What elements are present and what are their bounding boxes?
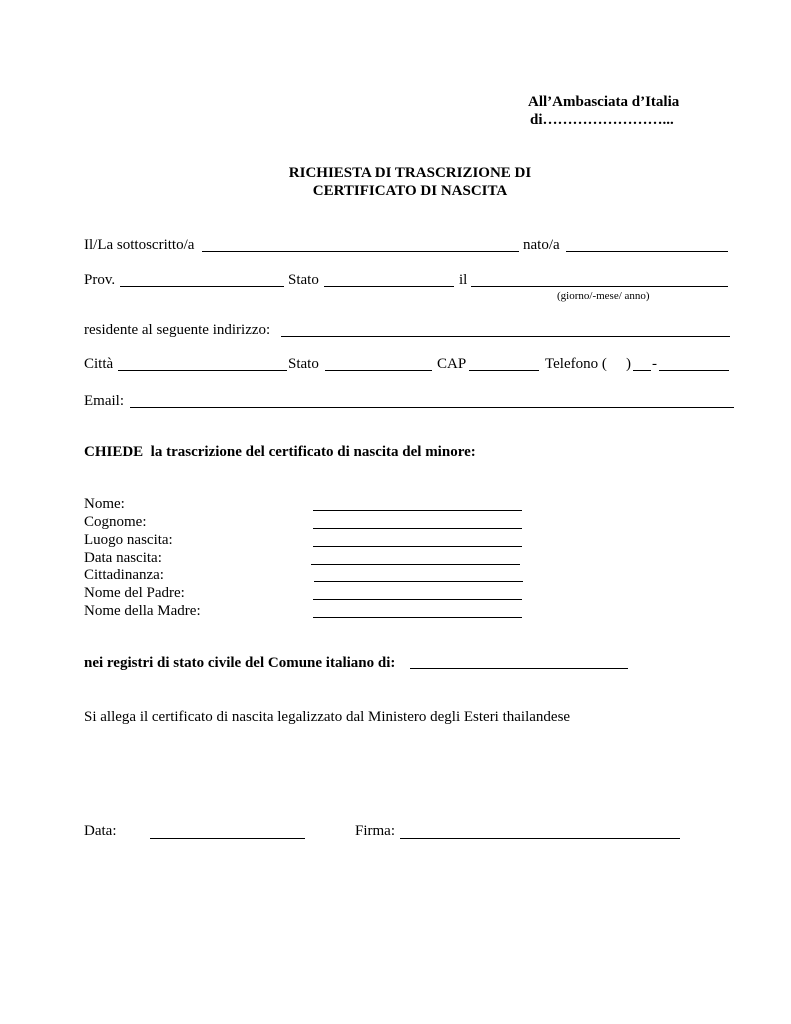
email-field[interactable] (130, 407, 734, 408)
child-surname-label: Cognome: (84, 514, 147, 530)
residence-state-field[interactable] (325, 370, 432, 371)
birth-state-field[interactable] (324, 286, 454, 287)
phone-prefix-field[interactable] (633, 370, 651, 371)
birth-date-hint: (giorno/-mese/ anno) (557, 290, 650, 302)
father-name-label: Nome del Padre: (84, 585, 185, 601)
signature-label: Firma: (355, 823, 395, 839)
child-name-field[interactable] (313, 510, 522, 511)
address-label: residente al seguente indirizzo: (84, 322, 271, 338)
birth-date-field[interactable] (471, 286, 728, 287)
father-name-field[interactable] (313, 599, 522, 600)
child-name-label: Nome: (84, 496, 125, 512)
applicant-name-label: Il/La sottoscritto/a (84, 237, 195, 253)
mother-name-field[interactable] (313, 617, 522, 618)
recipient-line-2: di……………………... (530, 112, 674, 128)
child-citizenship-field[interactable] (314, 581, 523, 582)
mother-name-label: Nome della Madre: (84, 603, 201, 619)
attachment-note: Si allega il certificato di nascita legalizzato dal Ministero degli Esteri thailandese (84, 709, 571, 725)
child-birthdate-label: Data nascita: (84, 550, 162, 566)
form-title-line-1: RICHIESTA DI TRASCRIZIONE DI (288, 165, 532, 181)
city-field[interactable] (118, 370, 287, 371)
registry-label: nei registri di stato civile del Comune italiano di: (84, 655, 396, 671)
child-birthplace-label: Luogo nascita: (84, 532, 173, 548)
province-field[interactable] (120, 286, 284, 287)
phone-dash: - (652, 356, 657, 372)
form-title-line-2: CERTIFICATO DI NASCITA (312, 183, 508, 199)
child-citizenship-label: Cittadinanza: (84, 567, 164, 583)
cap-label: CAP (437, 356, 467, 372)
signature-date-label: Data: (84, 823, 117, 839)
birthplace-label: nato/a (523, 237, 560, 253)
email-label: Email: (84, 393, 124, 409)
child-birthplace-field[interactable] (313, 546, 522, 547)
residence-state-label: Stato (288, 356, 319, 372)
birthplace-field[interactable] (566, 251, 728, 252)
child-surname-field[interactable] (313, 528, 522, 529)
recipient-line-1: All’Ambasciata d’Italia (528, 94, 680, 110)
birth-state-label: Stato (288, 272, 319, 288)
birth-date-label: il (459, 272, 468, 288)
signature-date-field[interactable] (150, 838, 305, 839)
request-heading: CHIEDE la trascrizione del certificato di nascita del minore: (84, 444, 476, 460)
signature-field[interactable] (400, 838, 680, 839)
applicant-name-field[interactable] (202, 251, 519, 252)
registry-municipality-field[interactable] (410, 668, 628, 669)
city-label: Città (84, 356, 114, 372)
province-label: Prov. (84, 272, 116, 288)
address-field[interactable] (281, 336, 730, 337)
cap-field[interactable] (469, 370, 539, 371)
phone-number-field[interactable] (659, 370, 729, 371)
phone-label: Telefono ( (545, 356, 607, 372)
child-birthdate-field[interactable] (311, 564, 520, 565)
phone-prefix-close: ) (626, 356, 631, 372)
